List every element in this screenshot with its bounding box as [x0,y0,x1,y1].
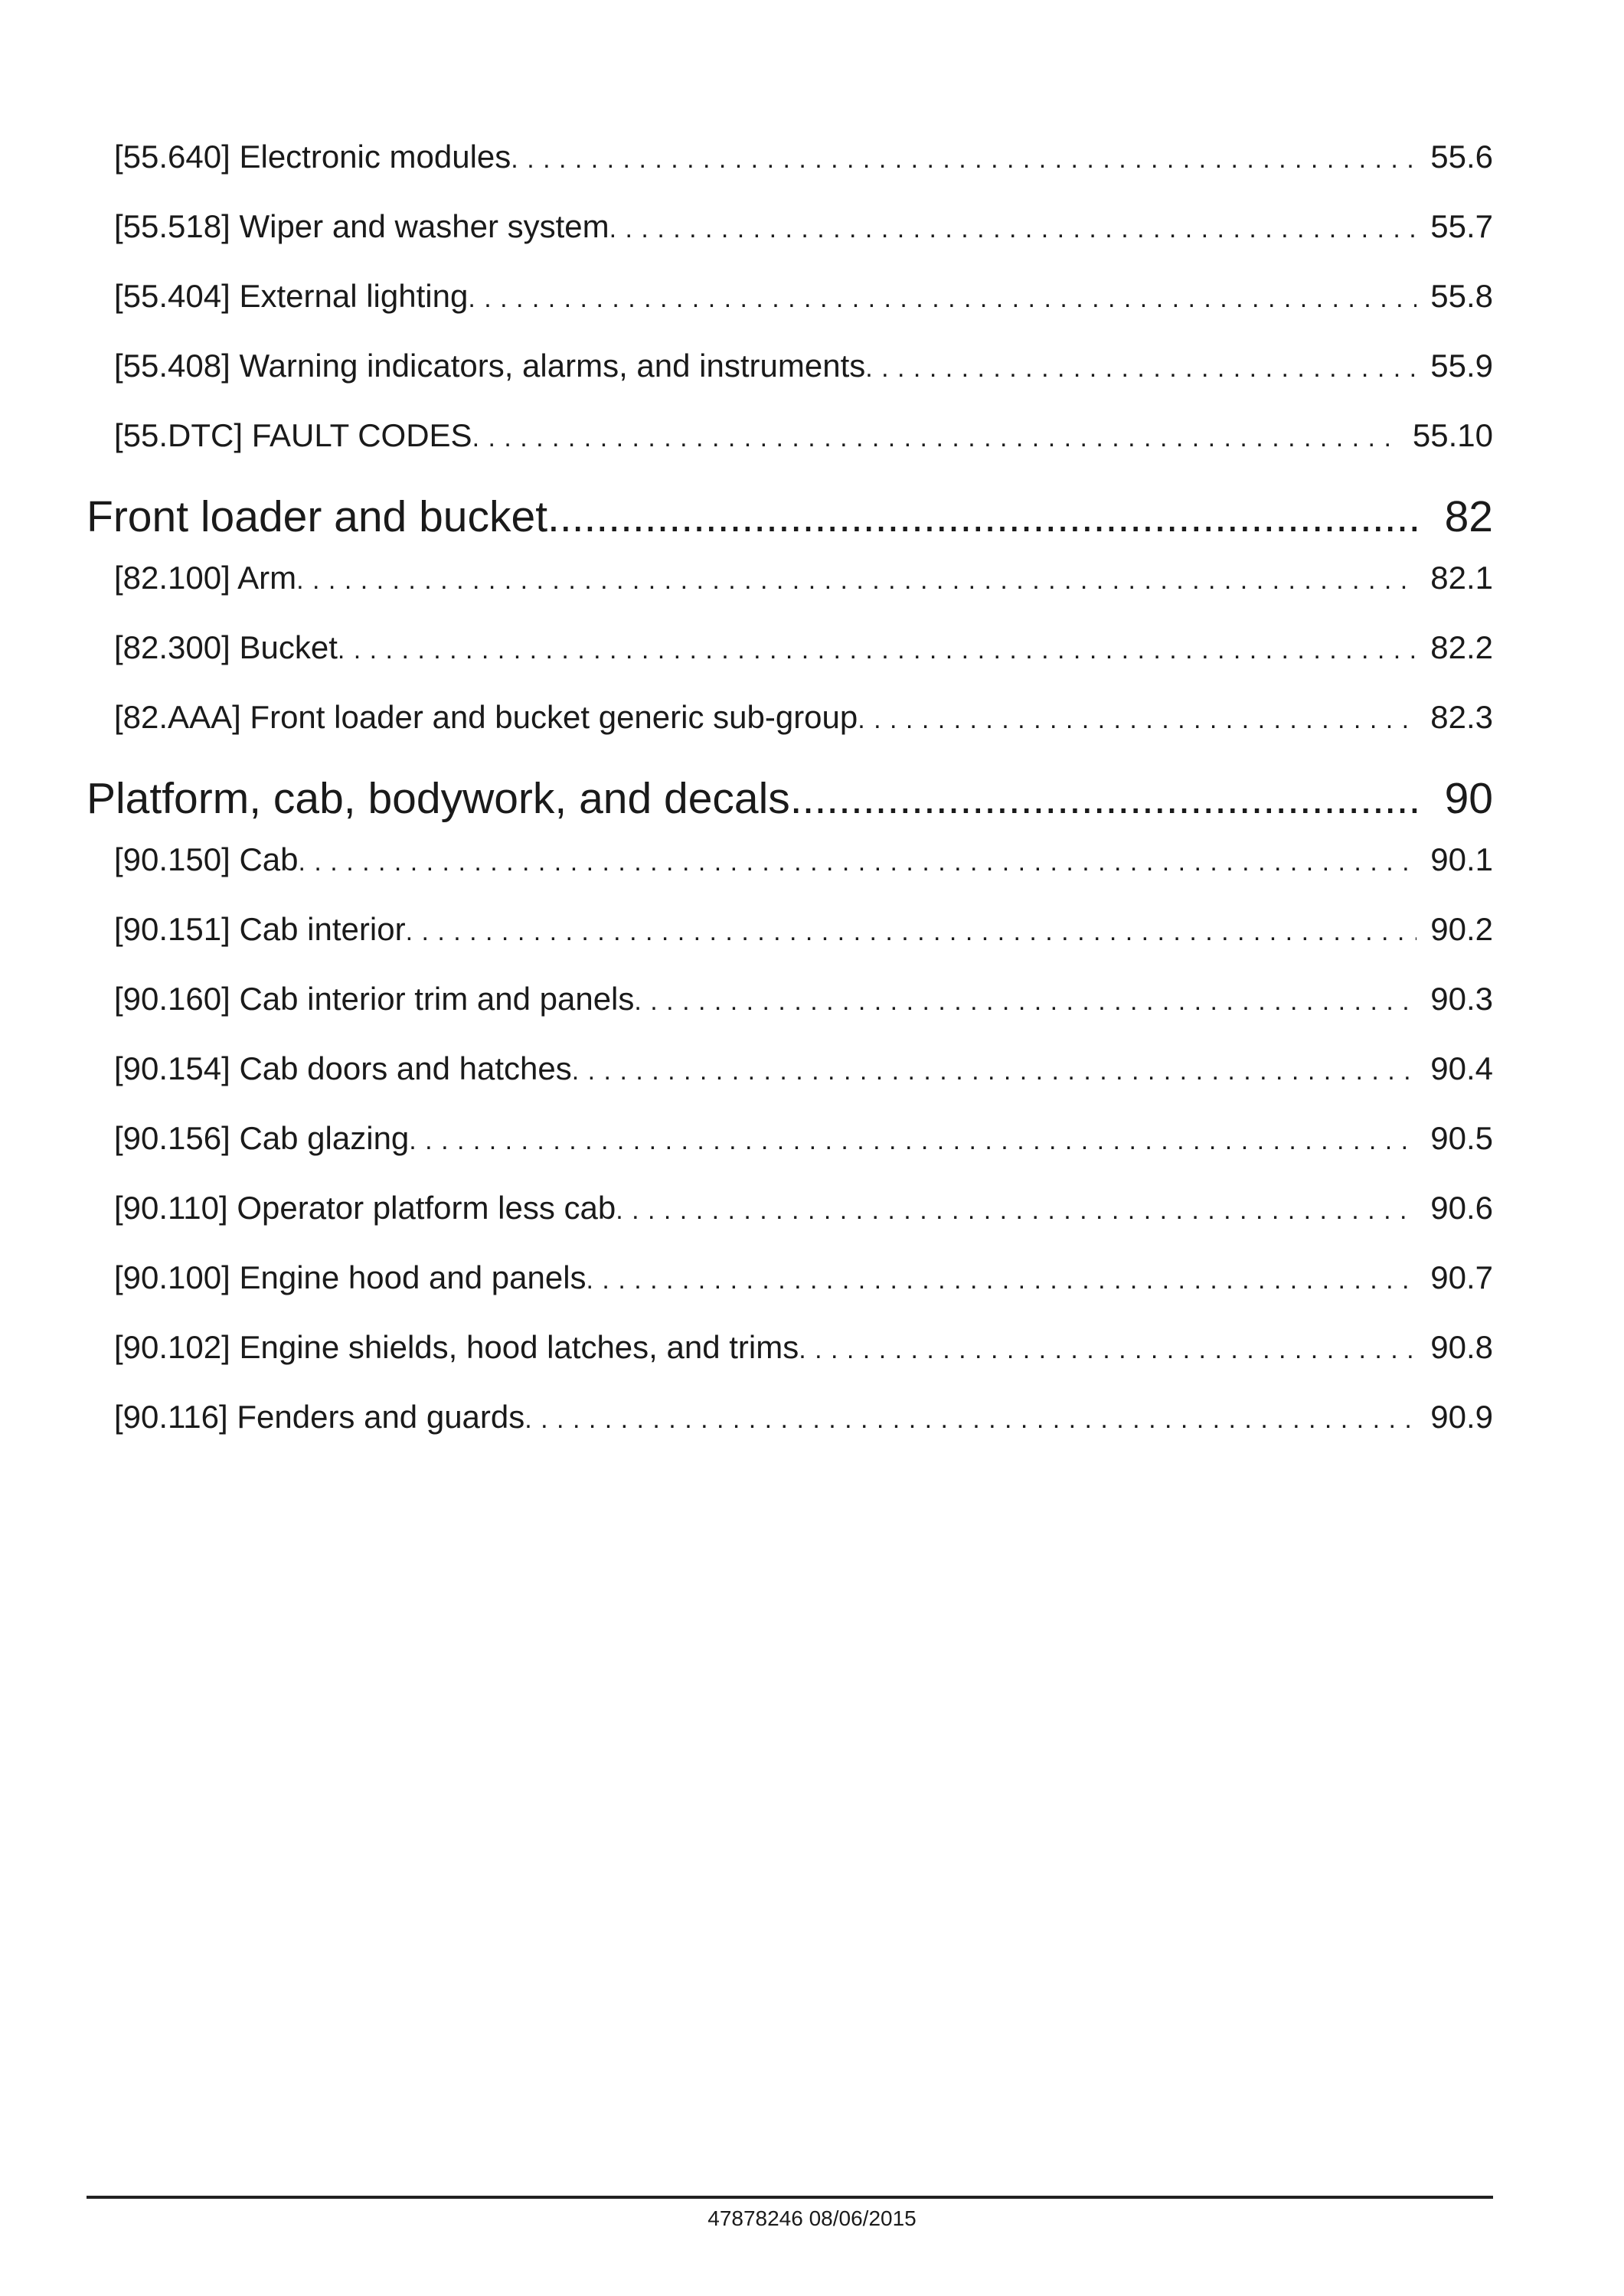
toc-entry-90-150[interactable] [87,833,1493,903]
toc-entry-label: [82.100] Arm [114,560,297,596]
toc-entry-55-640[interactable] [87,130,1493,200]
toc-entry-label: [90.100] Engine hood and panels [114,1259,587,1295]
toc-entry-90-151[interactable] [87,903,1493,972]
toc-entry-label: [55.404] External lighting [114,278,469,314]
toc-section-front-loader[interactable] [87,478,1493,551]
toc-entry-label: [90.110] Operator platform less cab [114,1190,616,1226]
toc-entry-label: [55.408] Warning indicators, alarms, and instruments [114,348,866,384]
toc-entry-page: 90.5 [1430,1120,1493,1156]
toc-entry-90-156[interactable] [87,1112,1493,1181]
toc-entry-label: [55.640] Electronic modules [114,139,511,175]
dot-leader [338,623,1417,677]
toc-entry-page: 82.2 [1430,629,1493,665]
toc-section-label: Front loader and bucket [87,492,548,541]
toc-entry-90-102[interactable] [87,1321,1493,1390]
dot-leader [296,554,1417,607]
dot-leader [609,202,1417,256]
dot-leader [468,272,1417,325]
toc-entry-label: [90.154] Cab doors and hatches [114,1050,572,1086]
dot-leader [547,478,1422,551]
dot-leader [616,1184,1417,1237]
toc-entry-page: 82.3 [1430,699,1493,735]
toc-entry-55-404[interactable] [87,269,1493,339]
toc-entry-90-154[interactable] [87,1042,1493,1112]
toc-section-label: Platform, cab, bodywork, and decals [87,774,790,823]
dot-leader [472,411,1399,465]
dot-leader [865,341,1417,395]
dot-leader [858,693,1417,746]
toc-entry-page: 55.7 [1430,208,1493,244]
toc-entry-page: 90.4 [1430,1050,1493,1086]
toc-entry-82-aaa[interactable] [87,691,1493,760]
dot-leader [524,1393,1417,1446]
toc-entry-label: [90.150] Cab [114,841,299,877]
toc-entry-page: 90.7 [1430,1259,1493,1295]
toc-entry-page: 55.10 [1412,417,1493,453]
toc-section-platform-cab[interactable] [87,760,1493,833]
dot-leader [799,1323,1417,1377]
toc-entry-label: [90.102] Engine shields, hood latches, and trims [114,1329,799,1365]
toc-entry-page: 90.6 [1430,1190,1493,1226]
toc-entry-label: [90.116] Fenders and guards [114,1399,525,1435]
toc-section-page: 90 [1444,774,1493,823]
footer-doc-id: 47878246 08/06/2015 [707,2206,917,2230]
dot-leader [587,1253,1417,1307]
toc-entry-label: [55.DTC] FAULT CODES [114,417,472,453]
toc-entry-page: 82.1 [1430,560,1493,596]
toc-entry-page: 55.6 [1430,139,1493,175]
toc-entry-page: 90.1 [1430,841,1493,877]
toc-entry-label: [82.AAA] Front loader and bucket generic sub-group [114,699,858,735]
toc-entry-page: 90.9 [1430,1399,1493,1435]
toc-entry-page: 90.8 [1430,1329,1493,1365]
table-of-contents [87,130,1493,1460]
footer-divider [87,2196,1493,2199]
dot-leader [511,132,1417,186]
dot-leader [572,1044,1417,1098]
toc-entry-label: [90.156] Cab glazing [114,1120,410,1156]
dot-leader [634,975,1417,1028]
toc-entry-page: 55.8 [1430,278,1493,314]
toc-entry-label: [90.151] Cab interior [114,911,406,947]
toc-entry-page: 90.3 [1430,981,1493,1017]
dot-leader [406,905,1417,959]
toc-entry-55-408[interactable] [87,339,1493,409]
toc-entry-page: 55.9 [1430,348,1493,384]
toc-entry-90-110[interactable] [87,1181,1493,1251]
toc-entry-page: 90.2 [1430,911,1493,947]
toc-entry-90-116[interactable] [87,1390,1493,1460]
dot-leader [299,835,1417,889]
toc-entry-label: [82.300] Bucket [114,629,338,665]
toc-entry-55-518[interactable] [87,200,1493,269]
dot-leader [409,1114,1417,1168]
toc-entry-55-dtc[interactable] [87,409,1493,478]
dot-leader [790,760,1422,833]
toc-entry-90-160[interactable] [87,972,1493,1042]
toc-section-page: 82 [1444,492,1493,541]
toc-entry-label: [90.160] Cab interior trim and panels [114,981,635,1017]
toc-entry-82-300[interactable] [87,621,1493,691]
toc-entry-82-100[interactable] [87,551,1493,621]
toc-entry-label: [55.518] Wiper and washer system [114,208,609,244]
toc-entry-90-100[interactable] [87,1251,1493,1321]
